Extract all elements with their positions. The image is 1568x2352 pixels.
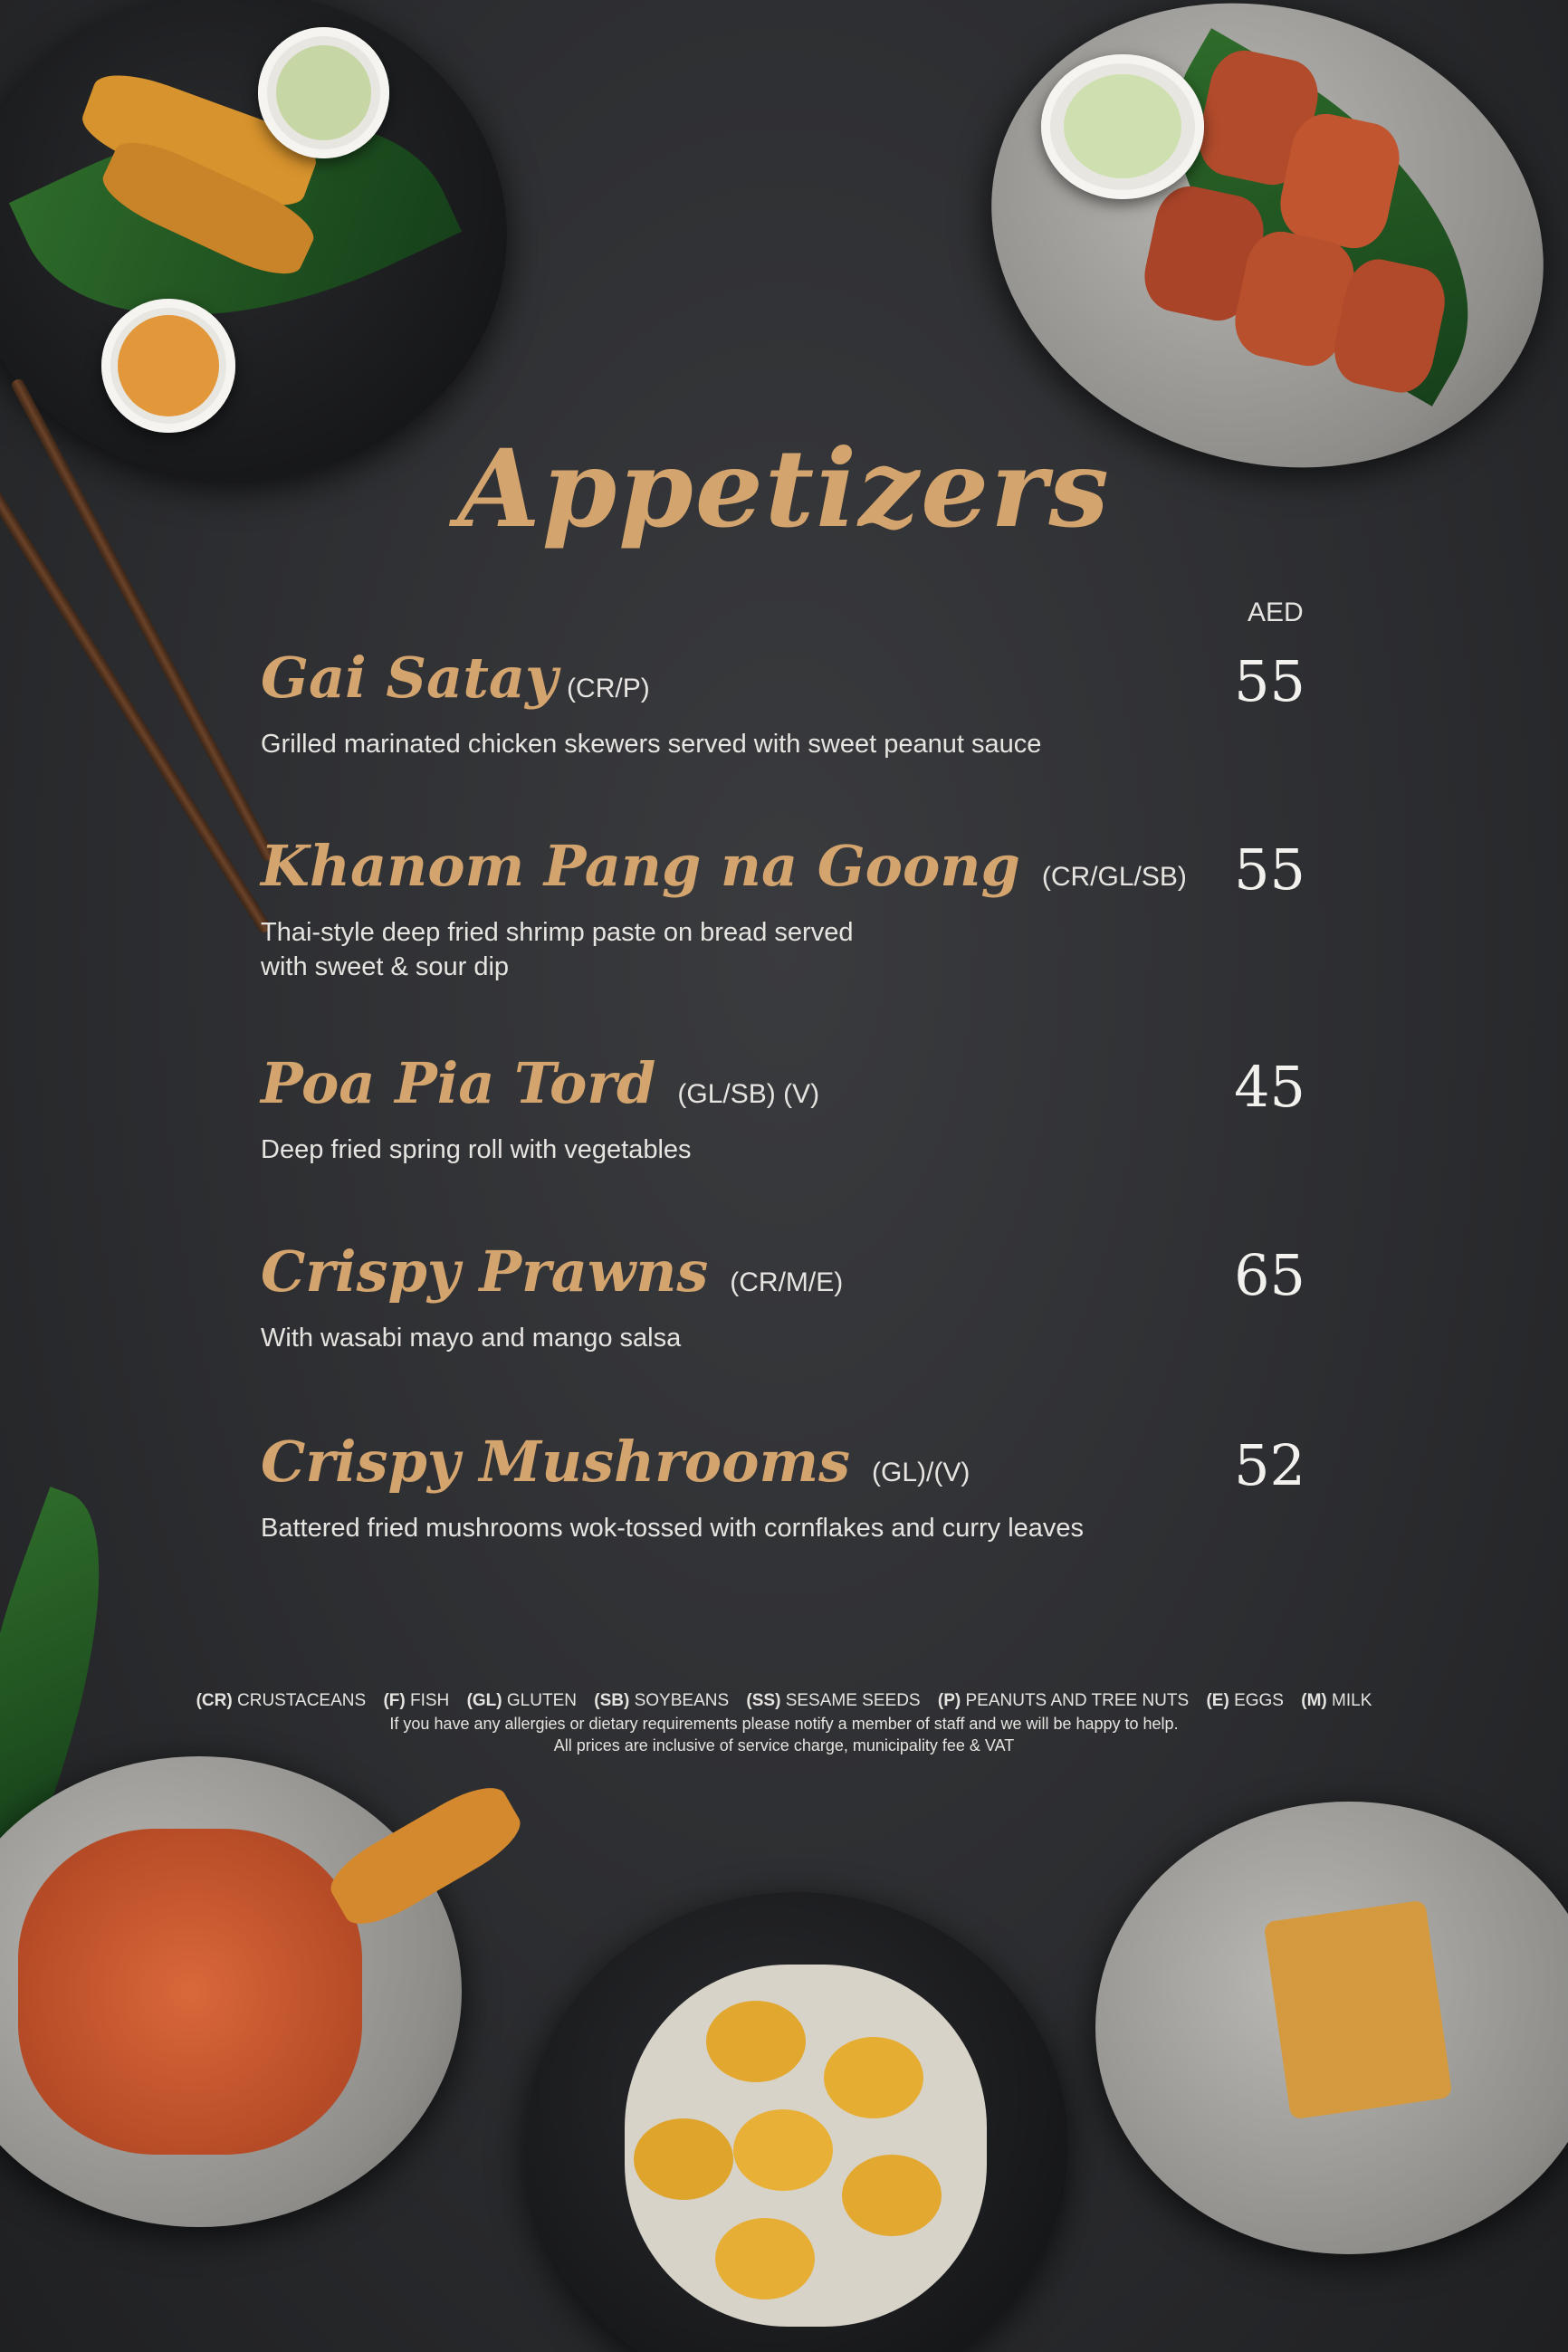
menu-item	[261, 833, 1311, 984]
allergen-entry: (SS) SESAME SEEDS	[746, 1691, 921, 1710]
allergen-entry: (SB) SOYBEANS	[594, 1691, 730, 1710]
item-description: Grilled marinated chicken skewers served with sweet peanut sauce	[261, 730, 1042, 759]
item-allergen-codes: (CR/GL/SB)	[1041, 862, 1187, 892]
menu-item	[261, 645, 1311, 761]
item-description: Deep fried spring roll with vegetables	[261, 1135, 692, 1164]
menu-item	[261, 1050, 1311, 1167]
item-description: With wasabi mayo and mango salsa	[261, 1324, 682, 1353]
menu-item	[261, 1238, 1311, 1355]
item-allergen-codes: (CR/M/E)	[730, 1267, 844, 1297]
price-note: All prices are inclusive of service charge, municipality fee & VAT	[553, 1736, 1015, 1754]
allergen-entry: (E) EGGS	[1206, 1691, 1284, 1710]
allergen-entry: (P) PEANUTS AND TREE NUTS	[937, 1691, 1190, 1710]
item-price: 65	[1234, 1242, 1305, 1308]
item-name: Poa Pia Tord	[261, 1050, 656, 1116]
menu-item	[261, 1429, 1311, 1545]
item-name: Khanom Pang na Goong	[261, 833, 1020, 899]
allergen-entry: (CR) CRUSTACEANS	[196, 1691, 367, 1710]
currency-label: AED	[1248, 598, 1304, 627]
page-title: Appetizers	[457, 425, 1111, 551]
item-price: 55	[1234, 648, 1305, 714]
item-allergen-codes: (GL/SB) (V)	[677, 1079, 820, 1109]
item-allergen-codes: (CR/P)	[567, 674, 650, 703]
item-name: Crispy Prawns	[261, 1238, 709, 1305]
item-price: 55	[1234, 837, 1305, 903]
allergen-legend	[0, 1689, 1568, 1713]
item-allergen-codes: (GL)/(V)	[872, 1458, 970, 1487]
menu-footer	[0, 1689, 1568, 1756]
item-name: Crispy Mushrooms	[261, 1429, 850, 1495]
item-description: Thai-style deep fried shrimp paste on bread served with sweet & sour dip	[261, 918, 854, 981]
item-description: Battered fried mushrooms wok-tossed with cornflakes and curry leaves	[261, 1514, 1085, 1543]
item-name: Gai Satay	[261, 645, 559, 711]
allergen-entry: (GL) GLUTEN	[466, 1691, 577, 1710]
item-price: 45	[1234, 1054, 1305, 1120]
item-price: 52	[1234, 1432, 1305, 1498]
allergen-entry: (F) FISH	[383, 1691, 450, 1710]
allergy-note: If you have any allergies or dietary requirements please notify a member of staff and we will be happy to help.	[389, 1715, 1179, 1733]
allergen-entry: (M) MILK	[1301, 1691, 1372, 1710]
